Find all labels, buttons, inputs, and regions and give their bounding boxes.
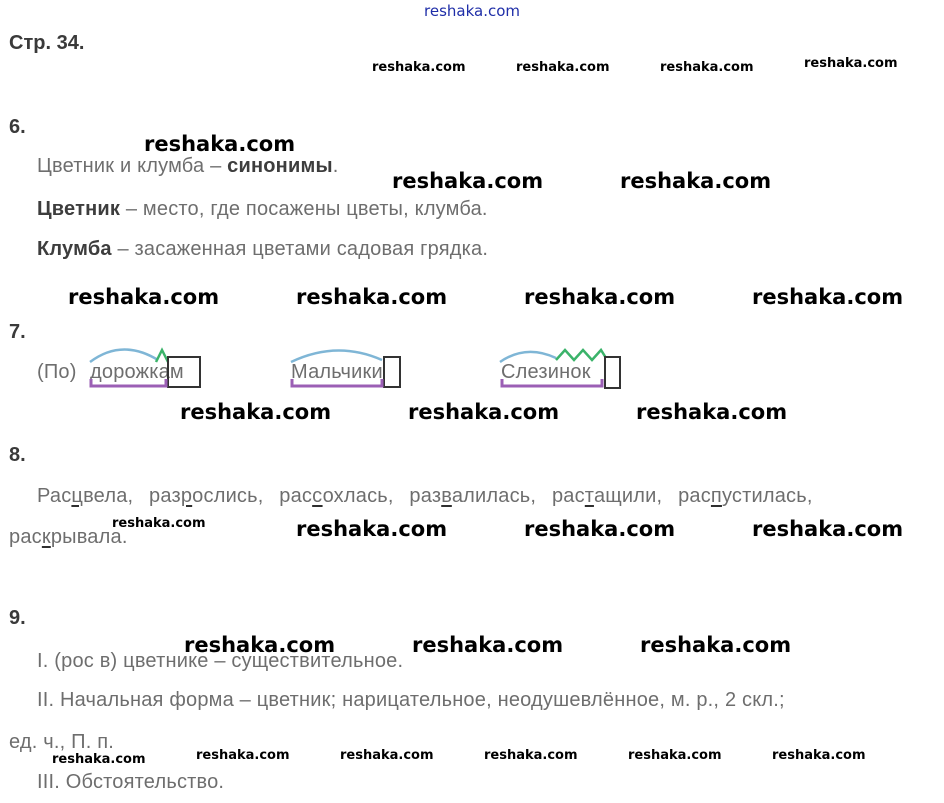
task-6-line-1-plain: Цветник и клумба – [37, 155, 228, 177]
task-7-word-1-ending: ам [158, 361, 184, 383]
task-9-line-2: II. Начальная форма – цветник; нарицательное, неодушевлённое, м. р., 2 скл.; [37, 689, 785, 711]
watermark: reshaka.com [184, 633, 336, 657]
watermark: reshaka.com [628, 748, 722, 763]
task-8-word-1: Расцвела, [37, 485, 134, 507]
watermark: reshaka.com [180, 400, 332, 424]
watermark: reshaka.com [636, 400, 788, 424]
task-8-word-2: разрослись, [149, 485, 264, 507]
task-8-word-5: растащили, [551, 485, 663, 507]
task-7-word-2-ending: и [371, 361, 383, 383]
task-9-number: 9. [9, 607, 26, 629]
task-6-line-2-rest: – место, где посажены цветы, клумба. [120, 198, 488, 220]
ending-box-3 [605, 357, 620, 388]
underlined-consonant: р [180, 485, 193, 507]
watermark: reshaka.com [296, 285, 448, 309]
task-6-line-3-rest: – засаженная цветами садовая грядка. [111, 238, 489, 260]
task-8-word-6: распустилась, [678, 485, 813, 507]
watermark: reshaka.com [68, 285, 220, 309]
page-label: Стр. 34. [9, 32, 85, 54]
underlined-consonant: п [710, 485, 722, 507]
ending-box-2 [384, 357, 400, 387]
watermark: reshaka.com [112, 516, 206, 531]
watermark: reshaka.com [296, 517, 448, 541]
watermark: reshaka.com [640, 633, 792, 657]
task-7-prefix: (По) [37, 361, 77, 383]
task-6-line-1-end: . [332, 155, 339, 177]
underlined-consonant: ц [71, 485, 84, 507]
ending-box-1 [168, 357, 200, 387]
stem-bracket-2 [292, 379, 382, 386]
watermark: reshaka.com [412, 633, 564, 657]
watermark-top: reshaka.com [424, 2, 520, 20]
watermark: reshaka.com [752, 517, 904, 541]
root-arc-3 [500, 352, 556, 362]
watermark: reshaka.com [144, 132, 296, 156]
watermark: reshaka.com [392, 169, 544, 193]
watermark: reshaka.com [804, 56, 898, 71]
underlined-consonant: т [584, 485, 594, 507]
task-7-word-3-stem: Слезинок [501, 361, 591, 383]
root-arc-2 [291, 350, 382, 362]
watermark: reshaka.com [752, 285, 904, 309]
task-9-line-4: III. Обстоятельство. [37, 771, 225, 793]
watermark: reshaka.com [524, 517, 676, 541]
underlined-consonant: к [41, 526, 51, 548]
watermark: reshaka.com [620, 169, 772, 193]
task-8-word-3: рассохлась, [279, 485, 394, 507]
task-6-line-1-bold: синонимы [227, 155, 333, 177]
task-6-number: 6. [9, 116, 26, 138]
watermark: reshaka.com [196, 748, 290, 763]
task-8-word-7: раскрывала. [9, 526, 128, 548]
suffix-mark-1 [156, 350, 168, 362]
task-8-line-2 [9, 526, 128, 549]
task-8-number: 8. [9, 444, 26, 466]
task-6-line-2-bold: Цветник [37, 198, 121, 220]
suffix-zigzag-3 [556, 350, 606, 360]
task-6-line-3-bold: Клумба [37, 238, 112, 260]
watermark: reshaka.com [340, 748, 434, 763]
root-arc-1 [90, 349, 158, 362]
watermark: reshaka.com [524, 285, 676, 309]
stem-bracket-1 [91, 379, 166, 386]
watermark: reshaka.com [408, 400, 560, 424]
underlined-consonant: в [441, 485, 452, 507]
task-7-word-1-stem: дорожк [90, 361, 159, 383]
task-7-number: 7. [9, 321, 26, 343]
task-8-line-1 [37, 485, 813, 508]
watermark: reshaka.com [52, 752, 146, 767]
watermark: reshaka.com [660, 60, 754, 75]
task-7-word-2-stem: Мальчик [291, 361, 372, 383]
stem-bracket-3 [502, 379, 602, 386]
underlined-consonant: с [312, 485, 323, 507]
task-8-word-4: развалилась, [409, 485, 537, 507]
watermark: reshaka.com [516, 60, 610, 75]
watermark: reshaka.com [372, 60, 466, 75]
task-9-line-1: I. (рос в) цветнике – существительное. [37, 650, 404, 672]
watermark: reshaka.com [772, 748, 866, 763]
task-9-line-3: ед. ч., П. п. [9, 731, 115, 753]
watermark: reshaka.com [484, 748, 578, 763]
